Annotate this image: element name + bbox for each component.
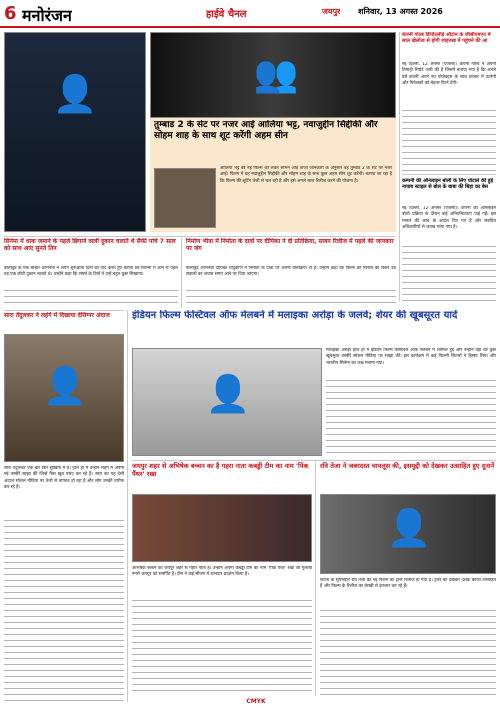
bottom-right-headline: रवि तेजा ने जबरदस्त चापलूस की, इसमुद्दी को देखकर उत्साहित हुए दूनानें [320, 462, 495, 470]
mid-left-headline: सिनेमा में धाक जमाने के पहले छिपाने वाली दुकान चलाते थे सैफी पांचे 7 साल को साथ आए सुनते तिन [4, 238, 176, 252]
bottom-right-photo [320, 494, 496, 574]
bottom-divider [315, 462, 316, 696]
band-divider [181, 238, 182, 308]
right-divider [402, 174, 496, 175]
person-silhouette-icon: 👤 [42, 366, 88, 407]
right-top-headline: कंपनी गोल्ड डिजिटलीई ऑटोन के जीसीएमएन में साल खेलोत्व से होगी शाहरुख में पहुंचने की आ [402, 32, 491, 44]
lower-left-lines [4, 520, 124, 702]
person-silhouette-icon: 👤 [386, 508, 432, 549]
page-number: 6 [4, 3, 17, 24]
right-mid-headline: कम्पनी की ऑनलाइन बोली के लिए घोटाले की हुई नायाब स्टाइल से बोल के बाबा की बिहा का बेस [402, 178, 494, 190]
lead-headline: तुम्बाड 2 के सेट पर नजर आई आलिया भट्ट, नवाजुद्दीन सिद्दीकी और सोहम शाह के साथ शूट करेंगी अहम सीन [154, 120, 378, 141]
feature-divider [127, 310, 128, 702]
person-silhouette-icon: 👤 [205, 374, 251, 415]
bottom-rule [132, 460, 496, 461]
feature-headline: इंडियन फिल्म फेस्टिवल ऑफ मेलबर्न में मलाइका अरोड़ा के जलवे; शेयर की खूबसूरत यादें [132, 310, 458, 321]
mid-left-lines [4, 290, 178, 306]
print-mark: CMYK [246, 698, 266, 705]
masthead [0, 0, 500, 28]
mid-left-body: बॉलीवुड के एक चर्चित अभिनेता ने अपने शुरुआती दिनों को याद करते हुए बताया कि फिल्मों में आने से पहले वह एक छोटी दुकान चलाते थे। उन्होंने कहा कि संघर्ष के दिनों ने उन्हें बहुत कुछ सिखाया। [4, 266, 178, 278]
lower-left-headline: सारा तेंदुलकर ने लहंगे में दिखाया देसिग्नर अंदाज [4, 312, 110, 319]
people-silhouette-icon: 👥 [253, 54, 299, 95]
bottom-right-lines [320, 610, 496, 696]
right-top-body: नई दिल्ली, 12 अगस्त (एजेंसी)। कंपनी गोल्ड ने अपनी तिमाही रिपोर्ट जारी की है जिसमें बताया गया है कि अगले वर्ष कंपनी अपने नए प्रोजेक्ट्स के साथ बाजार में उतरेगी और निवेशकों को बेहतर रिटर्न देगी। [402, 62, 496, 86]
band-top-rule [4, 236, 396, 237]
right-mid-body: नई दिल्ली, 12 अगस्त (एजेंसी)। कंपनी की ऑनलाइन बोली प्रक्रिया के दौरान कई अनियमितताएं पाई गईं। इस मामले की जांच के आदेश दिए गए हैं और संबंधित अधिकारियों से जवाब मांगा गया है। [402, 206, 496, 230]
lead-body: आलिया भट्ट की नई फिल्म को लेकर सामने आई ताजा जानकारी के अनुसार वह तुम्बाड 2 के सेट पर नजर आईं। फिल्म में वह नवाजुद्दीन सिद्दीकी और सोहम शाह के साथ कुछ अहम सीन शूट करेंगी। बताया जा रहा है कि फिल्म की शूटिंग तेजी से चल रही है और इसे अगले साल रिलीज करने की योजना है। [220, 166, 392, 184]
lead-story [150, 32, 396, 232]
strip-title: हाईवे चैनल [206, 9, 247, 20]
mid-right-body: बॉलीवुड अभिनेत्री दीपिका पादुकोण ने निर्माता के दावों पर अपनी प्रतिक्रिया दी है। उन्होंने कहा कि फिल्म की रिलीज को लेकर उठे सवालों का जवाब समय आने पर दिया जाएगा। [186, 266, 396, 278]
lower-left-photo [4, 334, 124, 462]
bottom-mid-lines [132, 600, 312, 696]
lead-photo [4, 32, 146, 232]
column-divider [399, 32, 400, 302]
mid-right-lines [186, 290, 396, 306]
lower-left-body: सारा तेंदुलकर एक बार फिर सुर्खियों में हैं। हाल ही में उन्होंने लहंगे में अपनी नई तस्वीरें साझा कीं जिन्हें फैंस खूब पसंद कर रहे हैं। सारा का यह देसी अंदाज सोशल मीडिया पर तेजी से वायरल हो रहा है और लोग उनकी तारीफ कर रहे हैं। [4, 466, 124, 490]
person-silhouette-icon: 👤 [52, 74, 98, 115]
bottom-mid-headline: जयपुर शहर से अभिषेक बच्चन का है गहरा नाता कबड्डी टीम का नाम 'पिंक पैंथर' रखा [132, 462, 309, 478]
feature-lines [326, 380, 496, 456]
feature-body: मलाइका अरोड़ा हाल ही में इंडियन फिल्म फेस्टिवल ऑफ मेलबर्न में शामिल हुईं और उन्होंने वहां की कुछ खूबसूरत तस्वीरें सोशल मीडिया पर साझा कीं। इस कार्यक्रम में कई फिल्मी सितारों ने हिस्सा लिया और भारतीय सिनेमा का जश्न मनाया गया। [326, 348, 496, 366]
feature-photo [132, 348, 322, 456]
bottom-mid-photo [132, 494, 312, 562]
mid-right-headline: निर्माण भीवा में निर्माता के दावों पर दीपिका ने दी प्रतिक्रिया, सावन रिलीज में पहले की जानकार पर जंग [186, 238, 394, 252]
lead-inset-photo [154, 168, 216, 228]
paper-city: जयपुर [322, 7, 341, 16]
bottom-right-body: साउथ के सुपरस्टार रवि तेजा की नई फिल्म का ट्रेलर रिलीज हो गया है। ट्रेलर को देखकर दर्शक काफी उत्साहित हैं और फिल्म के रिलीज का बेसब्री से इंतजार कर रहे हैं। [320, 578, 496, 590]
lead-story-photo [150, 32, 396, 118]
section-title: मनोरंजन [22, 6, 72, 25]
bottom-mid-body: अभिषेक बच्चन का जयपुर शहर से गहरा नाता है। उन्होंने अपनी कबड्डी टीम का नाम 'पिंक पैंथर' रखा जो गुलाबी नगरी जयपुर को समर्पित है। टीम ने कई सीजन में शानदार प्रदर्शन किया है। [132, 566, 312, 578]
lower-left-rule [4, 310, 124, 311]
right-mid-lines [402, 246, 496, 302]
right-top-lines [402, 110, 496, 172]
dateline: शनिवार, 13 अगस्त 2026 [358, 7, 443, 16]
